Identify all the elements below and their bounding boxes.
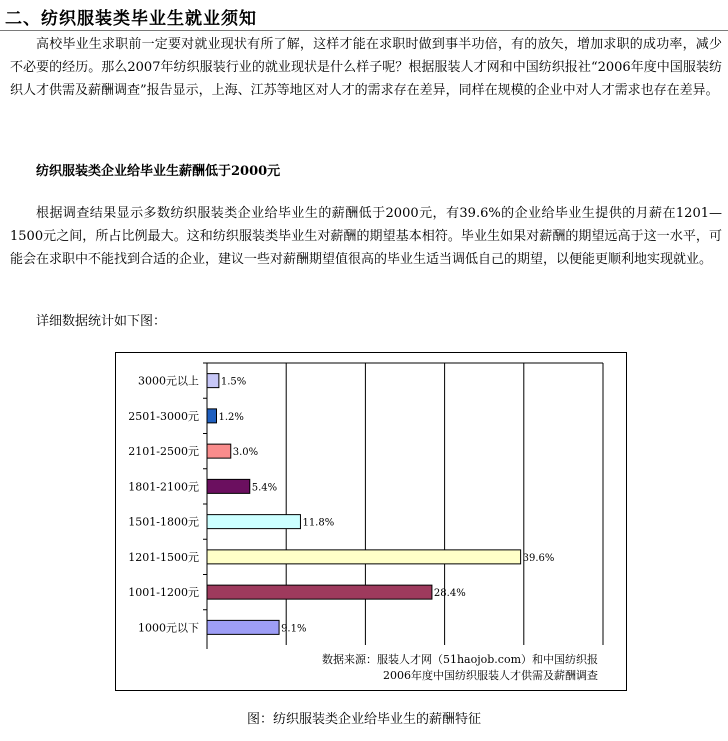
- value-label: 11.8%: [302, 517, 335, 529]
- category-label: 1001-1200元: [128, 586, 199, 600]
- category-label: 1201-1500元: [128, 550, 199, 564]
- chart-source-line1: 数据来源：服装人才网（51haojob.com）和中国纺织报: [321, 653, 598, 666]
- bar: [207, 479, 250, 493]
- bar: [207, 444, 231, 458]
- figure-caption: 图：纺织服装类企业给毕业生的薪酬特征: [246, 712, 481, 727]
- chart-source-line2: 2006年度中国纺织服装人才供需及薪酬调查: [383, 669, 598, 682]
- survey-paragraph: 根据调查结果显示多数纺织服装类企业给毕业生的薪酬低于2000元，有39.6%的企业给毕业生提供的月薪在1201—1500元之间，所占比例最大。这和纺织服装类毕业生对薪酬的期望基本相符。毕业生如果对薪酬的期望远高于这一水平，可能会在求职中不能找到合适的企业，建议一些对薪酬期望值很高的毕业生适当调低自己的期望，以便能更顺利地实现就业。: [10, 206, 722, 267]
- bar: [207, 409, 217, 423]
- salary-chart: [115, 352, 627, 691]
- category-label: 1501-1800元: [128, 515, 199, 529]
- subheading: 纺织服装类企业给毕业生薪酬低于2000元: [36, 164, 281, 179]
- bar: [207, 620, 279, 634]
- value-label: 28.4%: [433, 588, 466, 600]
- section-header: [0, 0, 728, 31]
- section-title: 二、纺织服装类毕业生就业须知: [5, 9, 257, 29]
- category-label: 1000元以下: [138, 621, 199, 635]
- value-label: 5.4%: [251, 482, 278, 494]
- category-label: 2501-3000元: [128, 409, 199, 423]
- category-label: 3000元以上: [138, 374, 199, 388]
- bar: [207, 515, 300, 529]
- bar: [207, 585, 432, 599]
- bar: [207, 550, 521, 564]
- value-label: 9.1%: [281, 623, 307, 635]
- category-label: 1801-2100元: [128, 480, 199, 494]
- salary-bar-chart-svg: [116, 353, 626, 690]
- bar: [207, 374, 219, 388]
- value-label: 1.2%: [218, 411, 244, 423]
- value-label: 39.6%: [522, 552, 555, 564]
- detail-intro: 详细数据统计如下图：: [36, 314, 167, 329]
- value-label: 3.0%: [232, 447, 259, 459]
- intro-paragraph: 高校毕业生求职前一定要对就业现状有所了解，这样才能在求职时做到事半功倍，有的放矢，增加求职的成功率，减少不必要的经历。那么2007年纺织服装行业的就业现状是什么样子呢？根据服装人才网和中国纺织报社“2006年度中国服装纺织人才供需及薪酬调查”报告显示，上海、江苏等地区对人才的需求存在差异，同样在规模的企业中对人才需求也存在差异。: [10, 37, 722, 98]
- value-label: 1.5%: [220, 376, 247, 388]
- category-label: 2101-2500元: [128, 445, 199, 459]
